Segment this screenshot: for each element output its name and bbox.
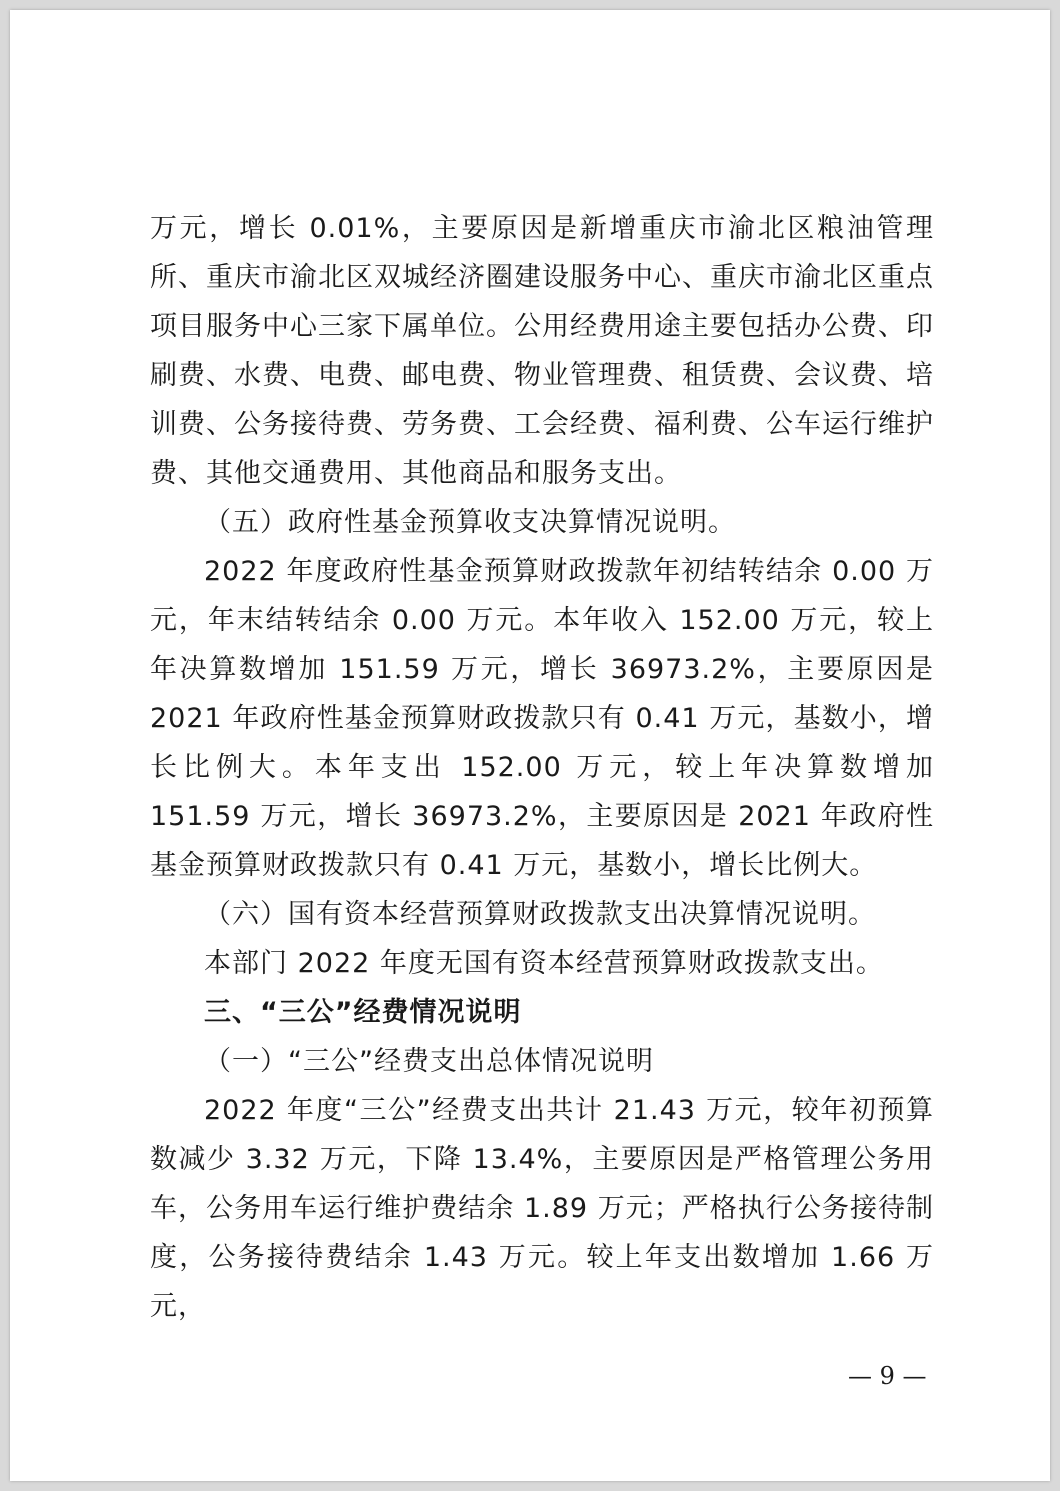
paragraph-public-expenses: 万元，增长 0.01%，主要原因是新增重庆市渝北区粮油管理所、重庆市渝北区双城经济圈建设服务中心、重庆市渝北区重点项目服务中心三家下属单位。公用经费用途主要包括办公费、印刷费、水费、电费、邮电费、物业管理费、租赁费、会议费、培训费、公务接待费、劳务费、工会经费、福利费、公车运行维护费、其他交通费用、其他商品和服务支出。 bbox=[150, 213, 934, 489]
heading-government-fund: （五）政府性基金预算收支决算情况说明。 bbox=[204, 507, 736, 538]
page-number: — 9 — bbox=[848, 1362, 927, 1390]
document-body bbox=[150, 204, 934, 1331]
paragraph-government-fund: 2022 年度政府性基金预算财政拨款年初结转结余 0.00 万元，年末结转结余 0.00 万元。本年收入 152.00 万元，较上年决算数增加 151.59 万元，增长 36973.2%，主要原因是 2021 年政府性基金预算财政拨款只有 0.41 万元，基数小，增长比例大。本年支出 152.00 万元，较上年决算数增加 151.59 万元，增长 36973.2%，主要原因是 2021 年政府性基金预算财政拨款只有 0.41 万元，基数小，增长比例大。 bbox=[150, 556, 934, 881]
paragraph-three-public-overall: 2022 年度“三公”经费支出共计 21.43 万元，较年初预算数减少 3.32 万元，下降 13.4%，主要原因是严格管理公务用车，公务用车运行维护费结余 1.89 万元；严格执行公务接待制度，公务接待费结余 1.43 万元。较上年支出数增加 1.66 万元， bbox=[150, 1095, 934, 1322]
heading-state-capital: （六）国有资本经营预算财政拨款支出决算情况说明。 bbox=[204, 899, 876, 930]
heading-three-public-overall: （一）“三公”经费支出总体情况说明 bbox=[204, 1046, 654, 1077]
document-page bbox=[10, 10, 1050, 1481]
paragraph-state-capital: 本部门 2022 年度无国有资本经营预算财政拨款支出。 bbox=[204, 948, 884, 979]
heading-three-public-expenses: 三、“三公”经费情况说明 bbox=[204, 997, 522, 1028]
